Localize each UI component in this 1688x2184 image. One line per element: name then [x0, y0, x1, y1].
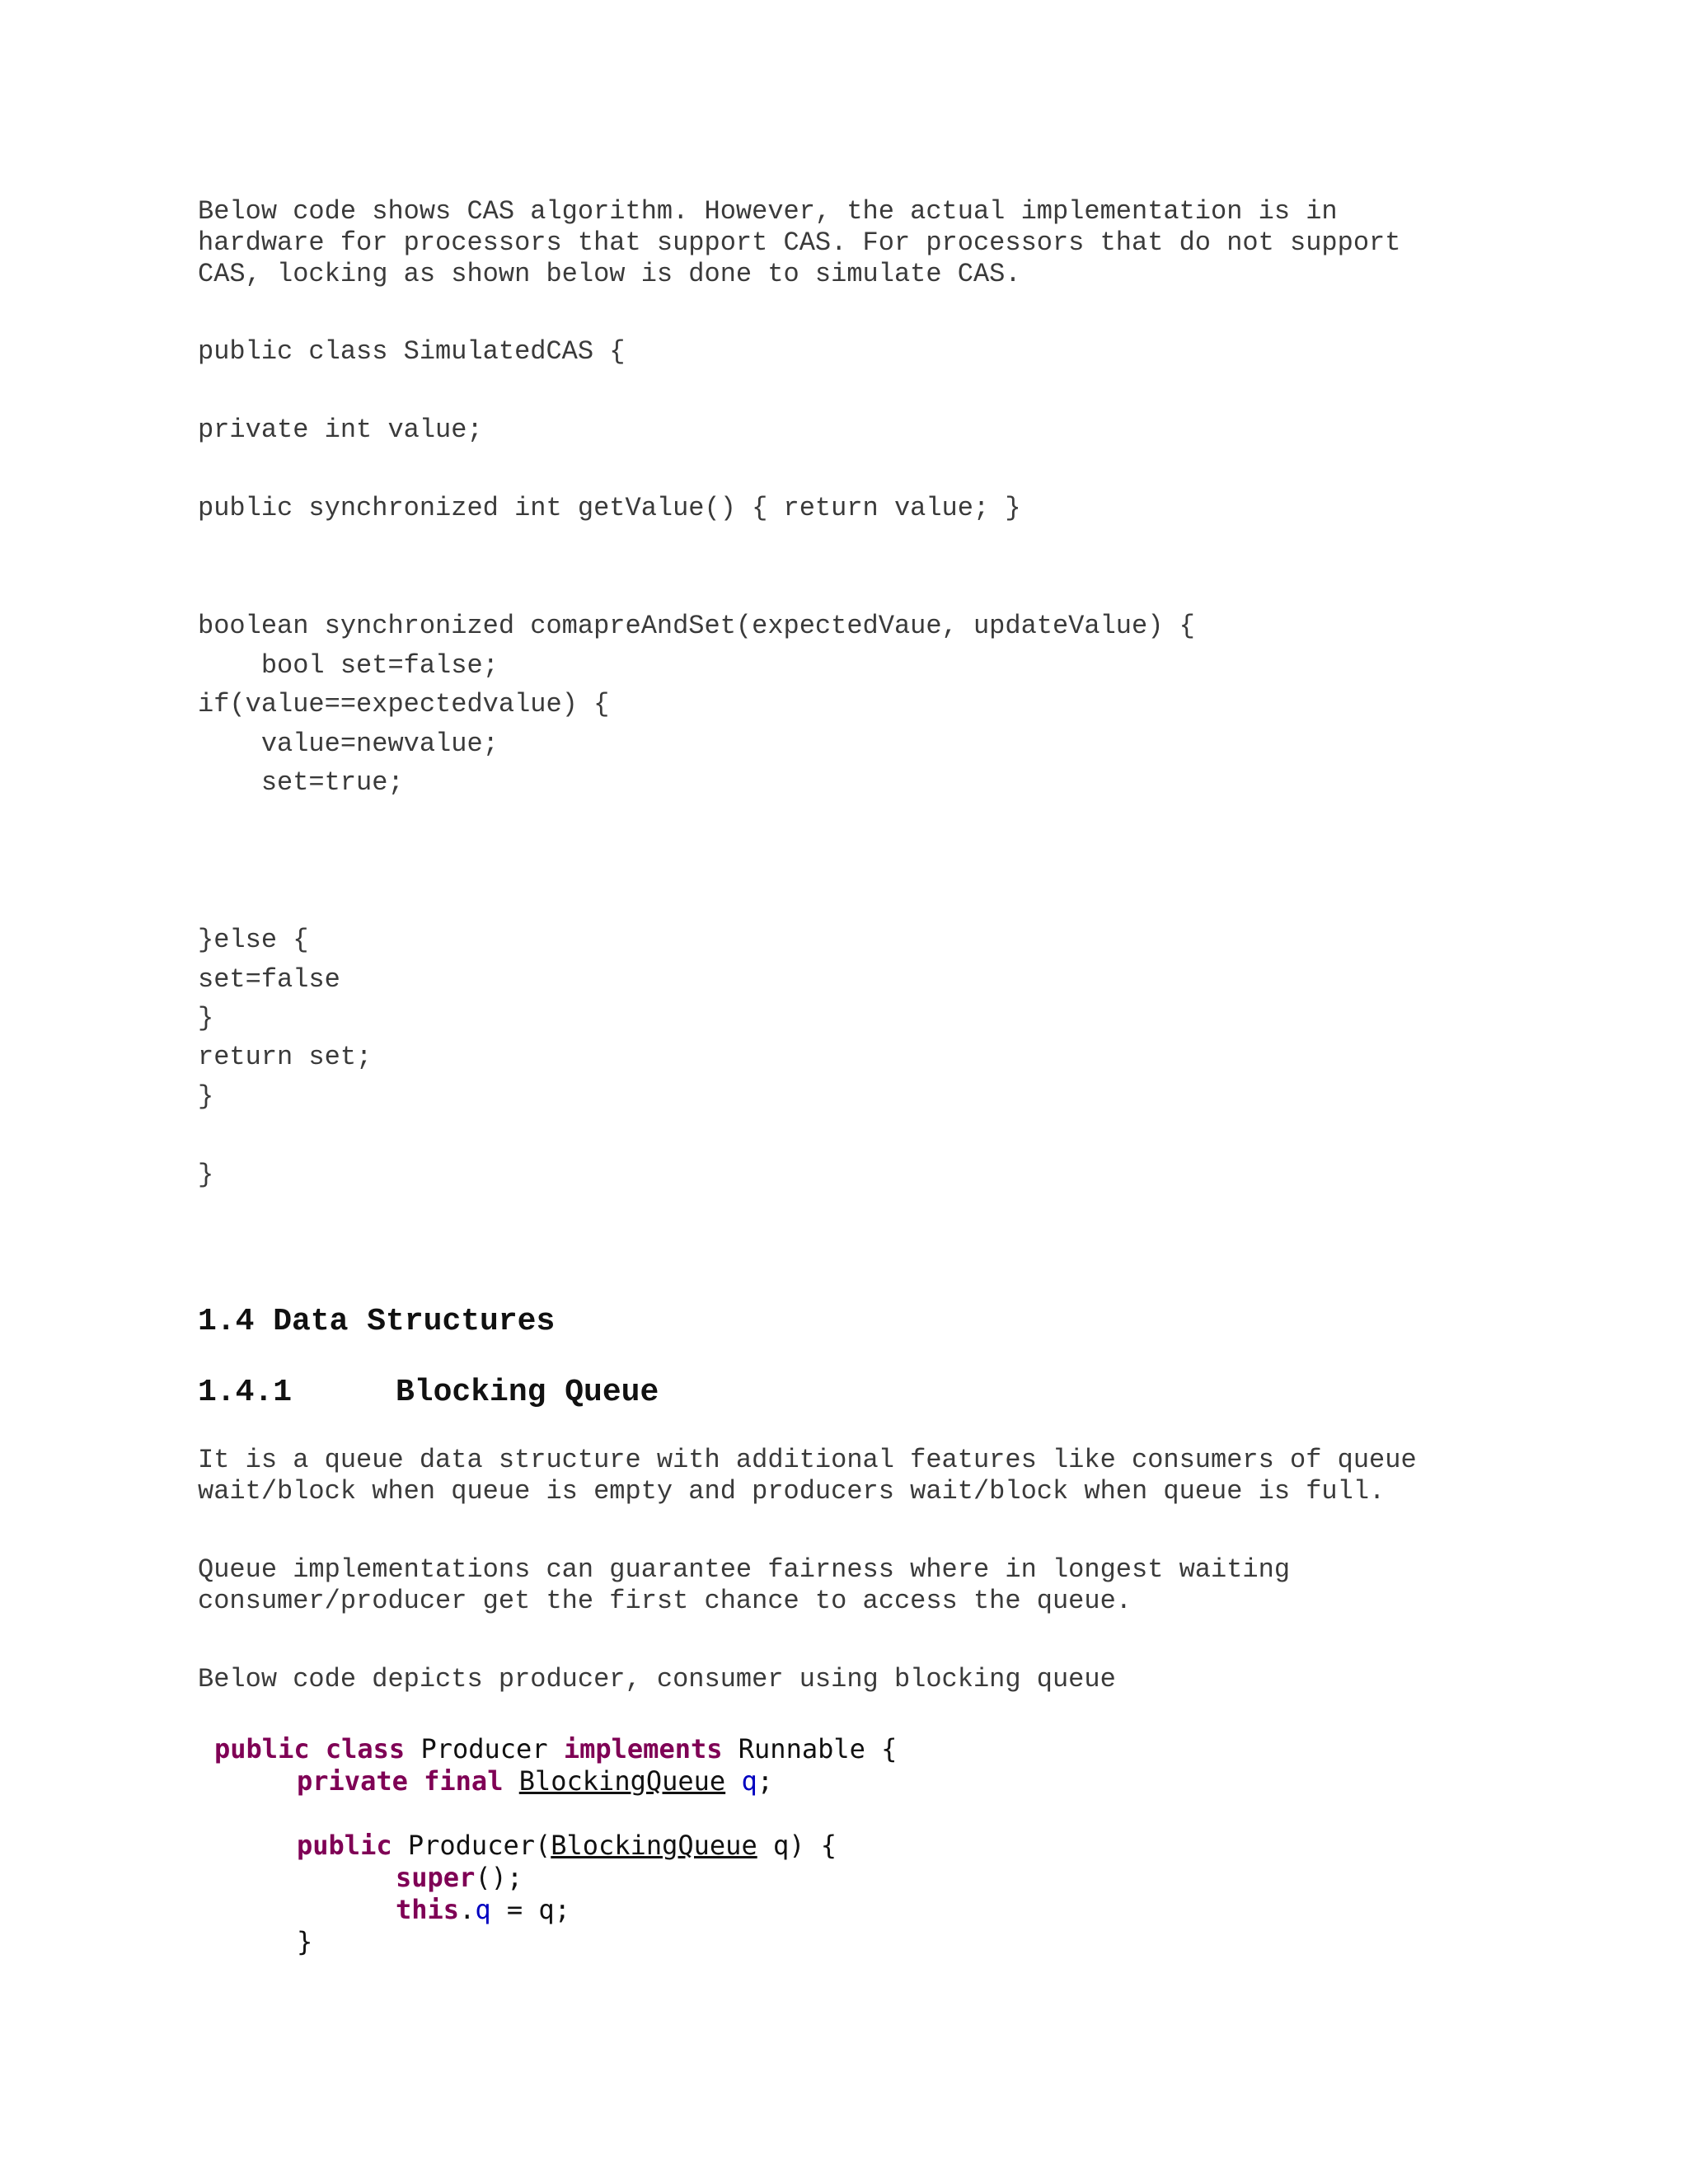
code-line: boolean synchronized comapreAndSet(expectedVaue, updateValue) { — [198, 611, 1195, 641]
keyword: class — [325, 1733, 406, 1765]
java-code-line — [297, 1926, 312, 1958]
type-name: BlockingQueue — [518, 1765, 726, 1797]
code-line: set=true; — [198, 767, 404, 798]
code-line: set=false — [198, 964, 340, 995]
intro-line: Below code shows CAS algorithm. However, the actual implementation is in — [198, 196, 1338, 227]
subsection-heading — [198, 1375, 659, 1410]
code-line: }else { — [198, 925, 309, 955]
code-line: } — [198, 1160, 214, 1190]
intro-line: hardware for processors that support CAS. For processors that do not support — [198, 227, 1401, 258]
dot: . — [459, 1894, 476, 1925]
code-line: } — [198, 1003, 214, 1033]
code-line: value=newvalue; — [198, 729, 499, 759]
field-name: q — [741, 1765, 757, 1797]
java-code-line — [396, 1894, 570, 1926]
keyword: private — [297, 1765, 408, 1797]
keyword: public — [297, 1830, 392, 1861]
code-line: bool set=false; — [198, 650, 499, 681]
body-paragraph-2 — [198, 1554, 1290, 1617]
java-code-line — [297, 1830, 837, 1862]
body-paragraph-3: Below code depicts producer, consumer using blocking queue — [198, 1664, 1116, 1694]
intro-paragraph — [198, 196, 1400, 290]
interface-name: Runnable — [738, 1733, 865, 1765]
field-name: q — [475, 1894, 491, 1925]
subsection-title: Blocking Queue — [396, 1375, 659, 1410]
code-line: if(value==expectedvalue) { — [198, 689, 610, 719]
semicolon: ; — [757, 1765, 773, 1797]
assignment: = q; — [490, 1894, 570, 1925]
intro-line: CAS, locking as shown below is done to simulate CAS. — [198, 259, 1021, 289]
keyword: super — [396, 1862, 476, 1893]
body-line: wait/block when queue is empty and producers wait/block when queue is full. — [198, 1476, 1386, 1507]
paren-brace: ) { — [789, 1830, 837, 1861]
constructor-name: Producer — [407, 1830, 535, 1861]
type-name: BlockingQueue — [551, 1830, 757, 1861]
brace: { — [881, 1733, 898, 1765]
code-line: private int value; — [198, 415, 483, 445]
subsection-number: 1.4.1 — [198, 1375, 293, 1410]
body-line: consumer/producer get the first chance to access the queue. — [198, 1586, 1132, 1616]
body-paragraph-1 — [198, 1445, 1417, 1507]
java-code-line — [214, 1733, 897, 1765]
code-line: return set; — [198, 1042, 373, 1072]
brace: } — [297, 1926, 313, 1957]
body-line: It is a queue data structure with additional features like consumers of queue — [198, 1445, 1417, 1475]
keyword: public — [214, 1733, 310, 1765]
call: (); — [475, 1862, 523, 1893]
code-line: public synchronized int getValue() { return value; } — [198, 493, 1021, 523]
code-line: public class SimulatedCAS { — [198, 336, 626, 367]
java-code-line — [396, 1862, 523, 1894]
java-code-line — [297, 1765, 773, 1797]
paren: ( — [534, 1830, 551, 1861]
keyword: implements — [563, 1733, 723, 1765]
class-name: Producer — [420, 1733, 548, 1765]
keyword: this — [396, 1894, 460, 1925]
code-line: } — [198, 1081, 214, 1112]
body-line: Queue implementations can guarantee fairness where in longest waiting — [198, 1554, 1291, 1585]
param-name: q — [772, 1830, 790, 1861]
keyword: final — [424, 1765, 504, 1797]
section-heading: 1.4 Data Structures — [198, 1304, 556, 1339]
